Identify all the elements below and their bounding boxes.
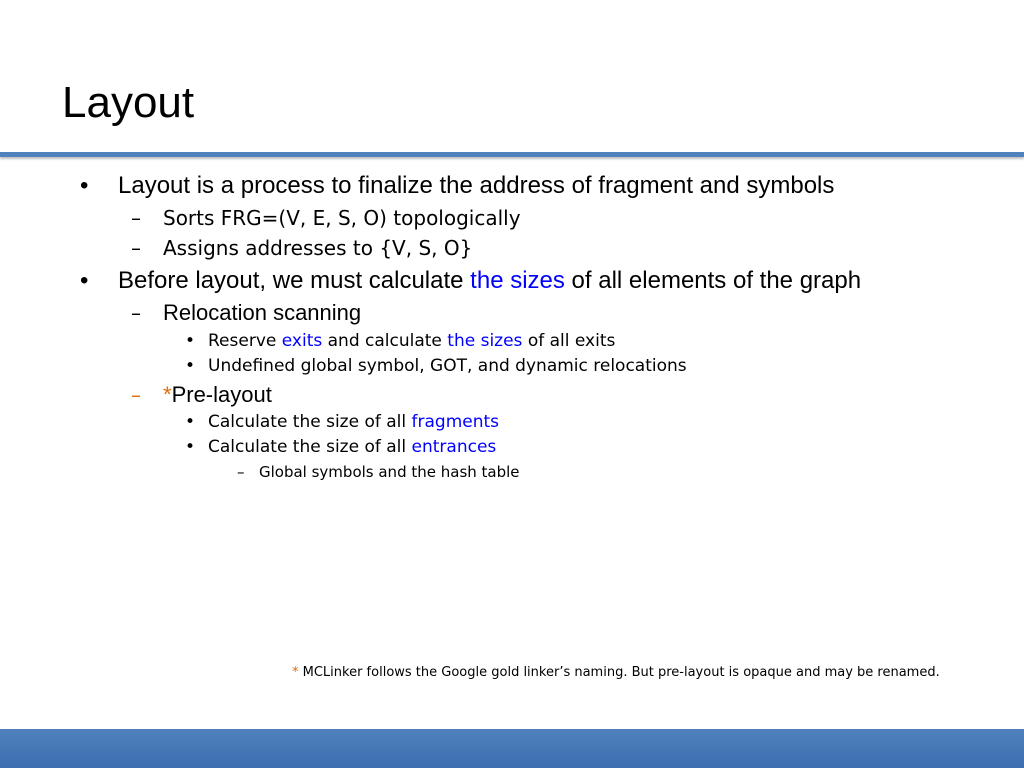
bullet-marker: •: [185, 356, 196, 376]
sub-bullet-sorts-frg: Sorts FRG=(V, E, S, O) topologically: [163, 206, 521, 230]
item-calc-entrances: [208, 437, 496, 457]
title-divider: [0, 152, 1024, 157]
bullet-marker: •: [80, 267, 89, 294]
bullet-marker: •: [80, 172, 89, 199]
text-run: of all elements of the graph: [564, 267, 862, 294]
text-run: of all exits: [522, 331, 616, 351]
dash-marker: –: [131, 236, 141, 260]
footnote-text: MCLinker follows the Google gold linker’s naming. But pre-layout is opaque and may be renamed.: [298, 665, 940, 680]
highlight-the-sizes: the sizes: [447, 331, 523, 351]
text-run: Calculate the size of all: [208, 412, 412, 432]
highlight-exits: exits: [281, 331, 323, 351]
sub-bullet-pre-layout: [163, 382, 272, 408]
sub-bullet-relocation-scanning: Relocation scanning: [163, 300, 362, 325]
text-run: Calculate the size of all: [208, 437, 412, 457]
slide-title: Layout: [62, 78, 195, 127]
dash-marker: –: [131, 301, 141, 325]
footnote: [292, 665, 940, 680]
highlight-the-sizes: the sizes: [470, 267, 565, 294]
bullet-marker: •: [185, 437, 196, 457]
item-reserve-exits: [208, 331, 615, 351]
bullet-layout-process: Layout is a process to finalize the address of fragment and symbols: [118, 172, 835, 199]
asterisk-mark: *: [292, 665, 299, 680]
footer-bar: [0, 729, 1024, 768]
dash-marker: –: [131, 383, 141, 407]
text-run: and calculate: [322, 331, 448, 351]
sub-bullet-assigns-addresses: Assigns addresses to {V, S, O}: [163, 236, 473, 260]
text-run: Before layout, we must calculate: [118, 267, 471, 294]
highlight-entrances: entrances: [411, 437, 497, 457]
item-global-symbols-hash: Global symbols and the hash table: [259, 463, 520, 481]
asterisk-mark: *: [163, 382, 172, 407]
item-calc-fragments: [208, 412, 499, 432]
dash-marker: –: [131, 206, 141, 230]
bullet-before-layout: [118, 267, 861, 295]
bullet-marker: •: [185, 331, 196, 351]
bullet-marker: •: [185, 412, 196, 432]
item-undefined-global-symbol: Undefined global symbol, GOT, and dynamic relocations: [208, 356, 687, 376]
text-run: Reserve: [208, 331, 282, 351]
highlight-fragments: fragments: [411, 412, 500, 432]
dash-marker: –: [237, 463, 245, 481]
text-run: Pre-layout: [171, 382, 272, 407]
